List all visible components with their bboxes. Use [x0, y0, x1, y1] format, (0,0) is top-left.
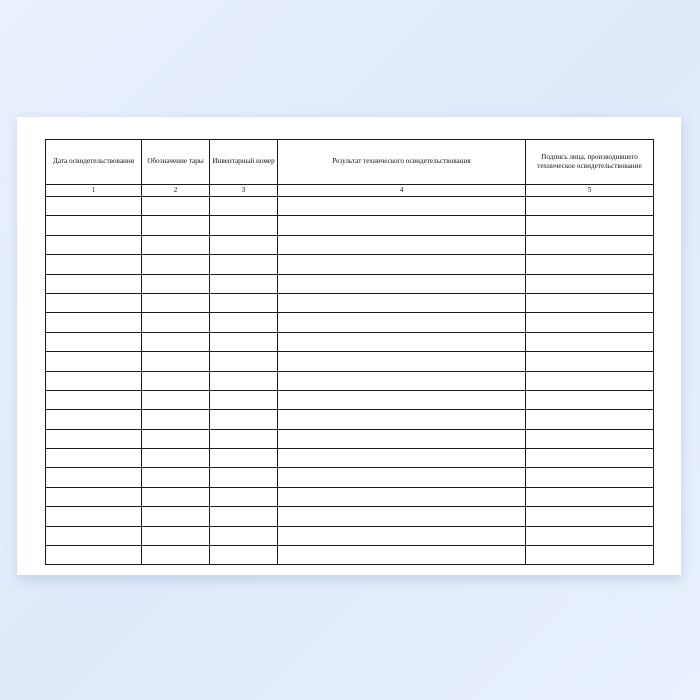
table-cell[interactable] [526, 487, 654, 506]
table-cell[interactable] [210, 449, 278, 468]
table-cell[interactable] [278, 429, 526, 448]
table-cell[interactable] [210, 429, 278, 448]
table-cell[interactable] [526, 293, 654, 312]
table-cell[interactable] [526, 313, 654, 332]
table-row[interactable] [46, 313, 654, 332]
table-cell[interactable] [526, 429, 654, 448]
column-number-5: 5 [526, 185, 654, 197]
table-row[interactable] [46, 487, 654, 506]
column-header-date: Дата освидетельствования [46, 140, 142, 185]
table-row[interactable] [46, 255, 654, 274]
table-row[interactable] [46, 468, 654, 487]
table-cell[interactable] [46, 255, 142, 274]
table-head [46, 140, 654, 197]
table-cell[interactable] [142, 410, 210, 429]
inspection-log-table [45, 139, 654, 565]
column-header-inspector-signature: Подпись лица, производившего техническое освидетельствование [526, 140, 654, 185]
table-container [45, 139, 653, 565]
table-cell[interactable] [278, 526, 526, 545]
table-cell[interactable] [142, 235, 210, 254]
table-cell[interactable] [210, 274, 278, 293]
table-cell[interactable] [278, 235, 526, 254]
table-cell[interactable] [142, 526, 210, 545]
table-row[interactable] [46, 216, 654, 235]
table-cell[interactable] [210, 313, 278, 332]
table-cell[interactable] [46, 507, 142, 526]
table-cell[interactable] [46, 546, 142, 565]
table-cell[interactable] [210, 526, 278, 545]
table-cell[interactable] [142, 216, 210, 235]
table-cell[interactable] [278, 468, 526, 487]
table-cell[interactable] [46, 293, 142, 312]
table-cell[interactable] [278, 546, 526, 565]
document-page [17, 117, 681, 575]
table-cell[interactable] [278, 487, 526, 506]
column-header-inventory-number: Инвентарный номер [210, 140, 278, 185]
table-cell[interactable] [142, 390, 210, 409]
table-cell[interactable] [526, 468, 654, 487]
table-column-number-row [46, 185, 654, 197]
table-cell[interactable] [46, 449, 142, 468]
table-cell[interactable] [278, 352, 526, 371]
table-cell[interactable] [278, 293, 526, 312]
table-cell[interactable] [210, 371, 278, 390]
table-cell[interactable] [278, 274, 526, 293]
table-row[interactable] [46, 526, 654, 545]
table-cell[interactable] [142, 371, 210, 390]
table-cell[interactable] [210, 293, 278, 312]
table-cell[interactable] [210, 352, 278, 371]
table-cell[interactable] [142, 313, 210, 332]
table-cell[interactable] [46, 526, 142, 545]
table-cell[interactable] [142, 429, 210, 448]
table-cell[interactable] [526, 216, 654, 235]
table-cell[interactable] [142, 255, 210, 274]
table-cell[interactable] [526, 410, 654, 429]
table-cell[interactable] [526, 371, 654, 390]
table-cell[interactable] [526, 546, 654, 565]
table-cell[interactable] [46, 371, 142, 390]
table-cell[interactable] [526, 390, 654, 409]
table-cell[interactable] [46, 390, 142, 409]
table-cell[interactable] [210, 487, 278, 506]
table-header-row [46, 140, 654, 185]
table-cell[interactable] [210, 235, 278, 254]
table-row[interactable] [46, 293, 654, 312]
table-cell[interactable] [210, 468, 278, 487]
table-row[interactable] [46, 274, 654, 293]
table-cell[interactable] [142, 507, 210, 526]
table-cell[interactable] [46, 352, 142, 371]
table-cell[interactable] [142, 293, 210, 312]
table-cell[interactable] [210, 197, 278, 216]
table-cell[interactable] [526, 197, 654, 216]
table-cell[interactable] [210, 546, 278, 565]
table-cell[interactable] [526, 274, 654, 293]
table-cell[interactable] [142, 449, 210, 468]
table-cell[interactable] [142, 352, 210, 371]
table-cell[interactable] [278, 332, 526, 351]
table-cell[interactable] [46, 487, 142, 506]
table-row[interactable] [46, 429, 654, 448]
table-cell[interactable] [526, 332, 654, 351]
table-cell[interactable] [46, 313, 142, 332]
table-row[interactable] [46, 235, 654, 254]
table-row[interactable] [46, 507, 654, 526]
table-cell[interactable] [210, 390, 278, 409]
table-cell[interactable] [46, 235, 142, 254]
table-cell[interactable] [142, 332, 210, 351]
table-cell[interactable] [142, 487, 210, 506]
column-number-4: 4 [278, 185, 526, 197]
table-cell[interactable] [278, 390, 526, 409]
column-header-inspection-result: Результат технического освидетельствования [278, 140, 526, 185]
table-cell[interactable] [210, 255, 278, 274]
table-cell[interactable] [526, 235, 654, 254]
table-cell[interactable] [142, 468, 210, 487]
table-cell[interactable] [278, 255, 526, 274]
table-cell[interactable] [278, 197, 526, 216]
table-cell[interactable] [278, 507, 526, 526]
table-row[interactable] [46, 410, 654, 429]
table-cell[interactable] [142, 197, 210, 216]
table-cell[interactable] [526, 507, 654, 526]
column-number-1: 1 [46, 185, 142, 197]
table-row[interactable] [46, 371, 654, 390]
table-cell[interactable] [526, 449, 654, 468]
table-cell[interactable] [526, 526, 654, 545]
table-cell[interactable] [210, 216, 278, 235]
table-row[interactable] [46, 546, 654, 565]
table-cell[interactable] [46, 274, 142, 293]
table-cell[interactable] [210, 332, 278, 351]
table-row[interactable] [46, 390, 654, 409]
table-cell[interactable] [278, 371, 526, 390]
table-row[interactable] [46, 352, 654, 371]
table-cell[interactable] [278, 216, 526, 235]
table-cell[interactable] [46, 468, 142, 487]
table-cell[interactable] [278, 410, 526, 429]
table-cell[interactable] [46, 410, 142, 429]
table-cell[interactable] [526, 352, 654, 371]
column-number-3: 3 [210, 185, 278, 197]
table-cell[interactable] [46, 429, 142, 448]
table-cell[interactable] [278, 313, 526, 332]
column-header-container-designation: Обозначение тары [142, 140, 210, 185]
table-body [46, 197, 654, 565]
table-row[interactable] [46, 449, 654, 468]
table-cell[interactable] [278, 449, 526, 468]
table-cell[interactable] [142, 274, 210, 293]
table-row[interactable] [46, 332, 654, 351]
table-cell[interactable] [210, 507, 278, 526]
table-cell[interactable] [526, 255, 654, 274]
table-row[interactable] [46, 197, 654, 216]
table-cell[interactable] [46, 216, 142, 235]
table-cell[interactable] [142, 546, 210, 565]
column-number-2: 2 [142, 185, 210, 197]
table-cell[interactable] [210, 410, 278, 429]
table-cell[interactable] [46, 332, 142, 351]
table-cell[interactable] [46, 197, 142, 216]
